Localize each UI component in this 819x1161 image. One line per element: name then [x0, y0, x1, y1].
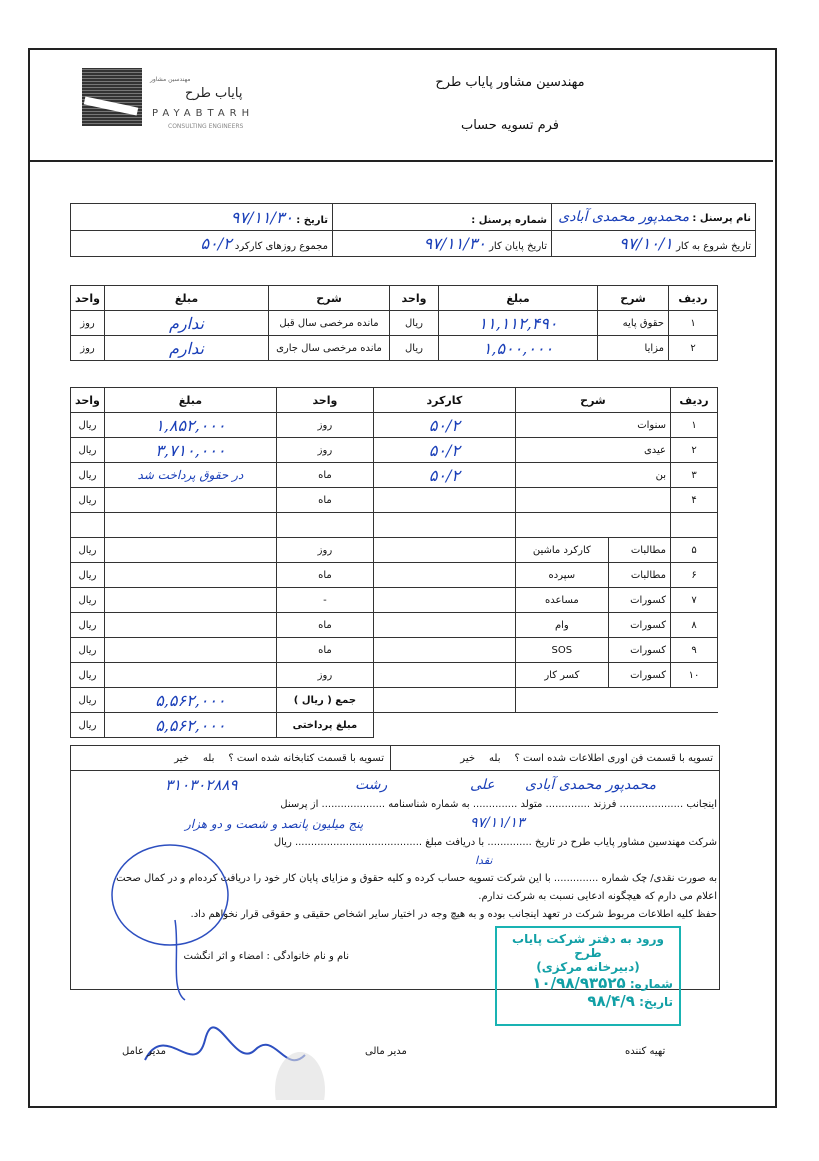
company-title: مهندسین مشاور پایاب طرح [435, 75, 585, 90]
logo-fa-name: پایاب طرح [185, 86, 243, 101]
hw-birthplace: رشت [355, 777, 388, 793]
table-row [71, 538, 718, 563]
row-unit: - [276, 588, 373, 613]
it-no-option[interactable]: خیر [460, 752, 476, 764]
ceo-label: مدیر عامل [122, 1046, 167, 1057]
col-unit2: واحد [71, 286, 105, 311]
paid-value: ۵,۵۶۲,۰۰۰ [104, 713, 276, 738]
row-no: ۱۰ [671, 663, 718, 688]
row-unit: ماه [276, 488, 373, 513]
row-no: ۵ [671, 538, 718, 563]
row-unit: ماه [276, 463, 373, 488]
row-amount [104, 538, 276, 563]
table-row [71, 463, 718, 488]
col-desc: شرح [598, 286, 669, 311]
table-row [71, 413, 718, 438]
row-no [671, 513, 718, 538]
row-work [373, 513, 515, 538]
row-unit2: ریال [71, 588, 105, 613]
statement-line-1: اینجانب .................... فرزند .............. متولد .............. به شماره شناسنامه .................... از پرسنل [280, 799, 717, 810]
start-date-value: ۹۷/۱۰/۱ [619, 234, 673, 253]
it-settlement-cell [390, 746, 719, 770]
col-desc2: شرح [269, 286, 390, 311]
row-unit2: روز [71, 336, 105, 361]
end-date-label: تاریخ پایان کار [489, 241, 547, 252]
row-amount [104, 588, 276, 613]
start-date-label: تاریخ شروع به کار [676, 241, 751, 252]
personnel-no-label: شماره پرسنل : [471, 214, 547, 226]
paid-label: مبلغ پرداختی [292, 719, 358, 731]
col-amount: مبلغ [439, 286, 598, 311]
statement-line-4: اعلام می دارم که هیچگونه ادعایی نسبت به شرکت ندارم. [478, 891, 717, 902]
row-cat: کسورات [608, 613, 670, 638]
row-amount: در حقوق پرداخت شد [104, 463, 276, 488]
signature-scribble [105, 840, 335, 1100]
row-unit: روز [276, 438, 373, 463]
stamp-date-label: تاریخ: [639, 995, 673, 1009]
row-desc2: مانده مرخصی سال جاری [269, 336, 390, 361]
row-unit2: ریال [71, 538, 105, 563]
row-cat: مطالبات [608, 563, 670, 588]
hw-employee-name: محمدپور محمدی آبادی [525, 777, 656, 793]
row-amount: ۱,۸۵۲,۰۰۰ [104, 413, 276, 438]
row-sub: سپرده [515, 563, 608, 588]
total-unit: ریال [71, 688, 105, 713]
row-sub: SOS [515, 638, 608, 663]
row-amount2: ندارم [105, 311, 269, 336]
row-amount [104, 513, 276, 538]
row-no: ۱ [671, 413, 718, 438]
hw-cash: نقدا [475, 854, 493, 867]
entry-stamp [495, 926, 681, 1026]
row-amount: ۳,۷۱۰,۰۰۰ [104, 438, 276, 463]
row-unit2 [71, 513, 105, 538]
stamp-number: ۱۰/۹۸/۹۳۵۲۵ [532, 974, 626, 992]
name-label: نام پرسنل : [692, 213, 751, 224]
logo-en-sub: CONSULTING ENGINEERS [168, 123, 244, 130]
row-no: ۹ [671, 638, 718, 663]
name-value: محمدپور محمدی آبادی [558, 209, 690, 225]
table-row [71, 588, 718, 613]
row-work: ۵۰/۲ [373, 463, 515, 488]
row-work: ۵۰/۲ [373, 413, 515, 438]
benefits-deductions-table [70, 387, 718, 738]
col-row: ردیف [669, 286, 718, 311]
row-cat: بن [515, 463, 670, 488]
company-logo [82, 68, 142, 126]
table-row [71, 513, 718, 538]
row-cat: سنوات [515, 413, 670, 438]
row-desc2: مانده مرخصی سال قبل [269, 311, 390, 336]
row-unit: روز [276, 413, 373, 438]
paid-unit: ریال [71, 713, 105, 738]
col-desc: شرح [515, 388, 670, 413]
library-no-option[interactable]: خیر [174, 752, 189, 764]
table-row [71, 563, 718, 588]
table-row [71, 613, 718, 638]
row-unit2: ریال [71, 463, 105, 488]
row-amount [104, 613, 276, 638]
row-no: ۷ [671, 588, 718, 613]
row-no: ۸ [671, 613, 718, 638]
stamp-date: ۹۸/۴/۹ [587, 992, 635, 1010]
hw-id-number: ۳۱۰۳۰۲۸۸۹ [165, 776, 238, 794]
col-row: ردیف [671, 388, 718, 413]
row-work [373, 488, 515, 513]
hw-amount-words: پنج میلیون پانصد و شصت و دو هزار [185, 817, 364, 831]
library-yes-option[interactable]: بله [202, 752, 215, 764]
it-yes-option[interactable]: بله [489, 752, 501, 764]
logo-fa-small: مهندسین مشاور [150, 76, 191, 83]
total-label: جمع ( ریال ) [293, 694, 357, 706]
stamp-line-2: (دبیرخانه مرکزی) [536, 960, 640, 974]
row-unit: ماه [276, 563, 373, 588]
row-unit2: ریال [71, 488, 105, 513]
row-unit: ریال [390, 311, 439, 336]
row-desc: حقوق پایه [598, 311, 669, 336]
statement-line-5: حفظ کلیه اطلاعات مربوط شرکت در تعهد اینجانب بوده و به هیچ وجه در اختیار سایر اشخاص حقیقی و حقوقی قرار نخواهم داد. [190, 909, 717, 920]
row-cat: مطالبات [608, 538, 670, 563]
table-row [71, 336, 718, 361]
stamp-number-label: شماره: [629, 977, 673, 991]
row-work [373, 613, 515, 638]
row-unit: روز [276, 538, 373, 563]
table-row [71, 438, 718, 463]
row-no: ۱ [669, 311, 718, 336]
row-unit2: ریال [71, 663, 105, 688]
fingerprint-icon [275, 1052, 325, 1100]
form-title: فرم تسویه حساب [460, 118, 560, 133]
row-unit: ماه [276, 638, 373, 663]
row-work [373, 563, 515, 588]
row-amount [104, 638, 276, 663]
row-no: ۳ [671, 463, 718, 488]
col-unit: واحد [276, 388, 373, 413]
finance-manager-label: مدیر مالی [365, 1046, 407, 1057]
row-amount [104, 488, 276, 513]
work-days-value: ۵۰/۲ [200, 234, 232, 253]
col-unit2: واحد [71, 388, 105, 413]
row-cat [515, 513, 670, 538]
table-row [71, 488, 718, 513]
row-work: ۵۰/۲ [373, 438, 515, 463]
row-sub: وام [515, 613, 608, 638]
row-no: ۲ [669, 336, 718, 361]
row-unit: ماه [276, 613, 373, 638]
row-unit2: ریال [71, 438, 105, 463]
row-unit2: ریال [71, 613, 105, 638]
personnel-info-table [70, 203, 756, 257]
hw-settlement-date: ۹۷/۱۱/۱۳ [470, 815, 525, 831]
row-sub: کارکرد ماشین [515, 538, 608, 563]
library-settlement-cell [71, 746, 390, 770]
row-cat: کسورات [608, 638, 670, 663]
statement-line-3: به صورت نقدی/ چک شماره .............. با این شرکت تسویه حساب کرده و کلیه حقوق و مزایای پایان کار خود را دریافت کرده‌ام و در کمال صحت [116, 873, 717, 884]
row-unit2: روز [71, 311, 105, 336]
logo-en-name: PAYABTARH [152, 108, 255, 119]
col-amount2: مبلغ [105, 286, 269, 311]
row-no: ۶ [671, 563, 718, 588]
row-unit [276, 513, 373, 538]
row-work [373, 638, 515, 663]
row-cat: عیدی [515, 438, 670, 463]
row-sub: کسر کار [515, 663, 608, 688]
library-settlement-question: تسویه با قسمت کتابخانه شده است ؟ [228, 752, 384, 764]
signature-label: نام و نام خانوادگی : امضاء و اثر انگشت [183, 951, 349, 962]
row-work [373, 588, 515, 613]
row-cat: کسورات [608, 663, 670, 688]
row-work [373, 538, 515, 563]
row-amount: ۱۱,۱۱۲,۴۹۰ [439, 311, 598, 336]
row-sub: مساعده [515, 588, 608, 613]
row-work [373, 663, 515, 688]
row-cat [515, 488, 670, 513]
statement-line-2: شرکت مهندسین مشاور پایاب طرح در تاریخ .............. با دریافت مبلغ ........................................ ریال [273, 837, 717, 848]
col-work: کارکرد [373, 388, 515, 413]
col-unit: واحد [390, 286, 439, 311]
row-amount [104, 663, 276, 688]
table-row [71, 663, 718, 688]
row-unit2: ریال [71, 638, 105, 663]
row-cat: کسورات [608, 588, 670, 613]
row-desc: مزایا [598, 336, 669, 361]
it-settlement-question: تسویه با قسمت فن اوری اطلاعات شده است ؟ [514, 752, 713, 764]
date-value: ۹۷/۱۱/۳۰ [230, 207, 294, 227]
row-no: ۴ [671, 488, 718, 513]
stamp-line-1: ورود به دفتر شرکت پایاب طرح [512, 932, 664, 960]
table-row [71, 638, 718, 663]
row-amount [104, 563, 276, 588]
col-amount: مبلغ [104, 388, 276, 413]
row-unit2: ریال [71, 563, 105, 588]
row-unit: روز [276, 663, 373, 688]
date-label: تاریخ : [296, 214, 328, 226]
settlement-checks [70, 745, 720, 771]
row-unit2: ریال [71, 413, 105, 438]
row-unit: ریال [390, 336, 439, 361]
preparer-label: تهیه کننده [625, 1046, 666, 1057]
row-amount: ۱,۵۰۰,۰۰۰ [439, 336, 598, 361]
salary-leave-table [70, 285, 718, 361]
table-row [71, 311, 718, 336]
row-amount2: ندارم [105, 336, 269, 361]
row-no: ۲ [671, 438, 718, 463]
end-date-value: ۹۷/۱۱/۳۰ [423, 234, 486, 253]
total-value: ۵,۵۶۲,۰۰۰ [104, 688, 276, 713]
work-days-label: مجموع روزهای کارکرد [234, 241, 328, 252]
hw-father-name: علی [470, 777, 495, 793]
